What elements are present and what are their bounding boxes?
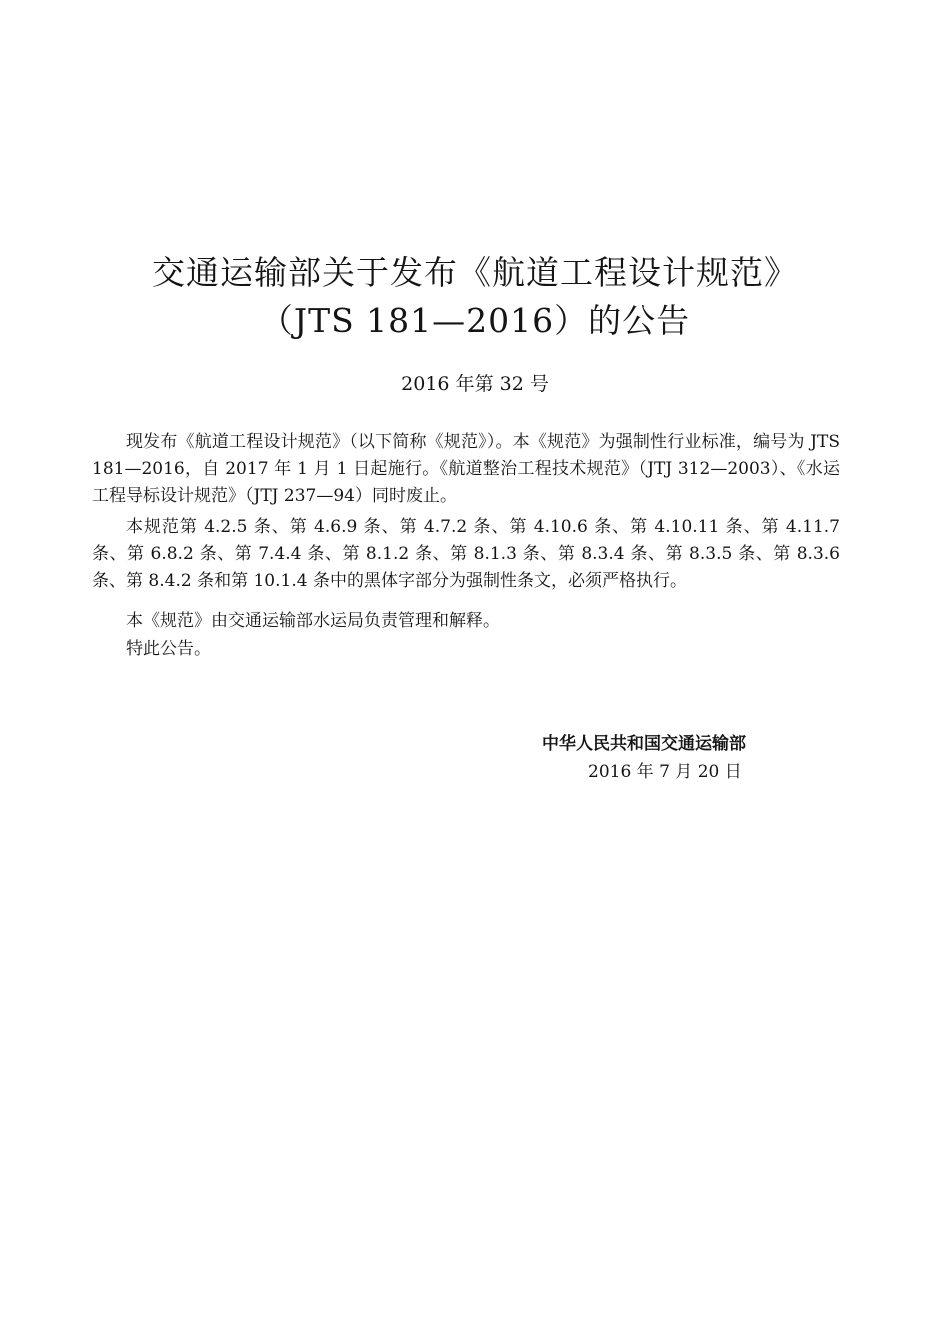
announcement-title-line1: 交通运输部关于发布《航道工程设计规范》 xyxy=(152,253,798,292)
paragraph-management: 本《规范》由交通运输部水运局负责管理和解释。 xyxy=(126,611,500,631)
issuer-name: 中华人民共和国交通运输部 xyxy=(542,734,746,754)
issue-date: 2016 年 7 月 20 日 xyxy=(588,762,742,782)
paragraph-mandatory-clauses: 本规范第 4.2.5 条、第 4.6.9 条、第 4.7.2 条、第 4.10.6 条、第 4.10.11 条、第 4.11.7 条、第 6.8.2 条、第 7.4.4 条、第 8.1.2 条、第 8.1.3 条、第 8.3.4 条、第 8.3.5 条、第 8.3.6 条、第 8.4.2 条和第 10.1.4 条中的黑体字部分为强制性条文，必须严格执行。 xyxy=(92,517,840,591)
paragraph-closing: 特此公告。 xyxy=(126,639,211,659)
paragraph-publication: 现发布《航道工程设计规范》（以下简称《规范》）。本《规范》为强制性行业标准，编号为 JTS 181—2016，自 2017 年 1 月 1 日起施行。《航道整治工程技术规范》（JTJ 312—2003）、《水运工程导标设计规范》（JTJ 237—94）同时废止。 xyxy=(92,432,840,506)
announcement-title-line2: （JTS 181—2016）的公告 xyxy=(259,301,691,340)
issue-number: 2016 年第 32 号 xyxy=(401,373,549,395)
